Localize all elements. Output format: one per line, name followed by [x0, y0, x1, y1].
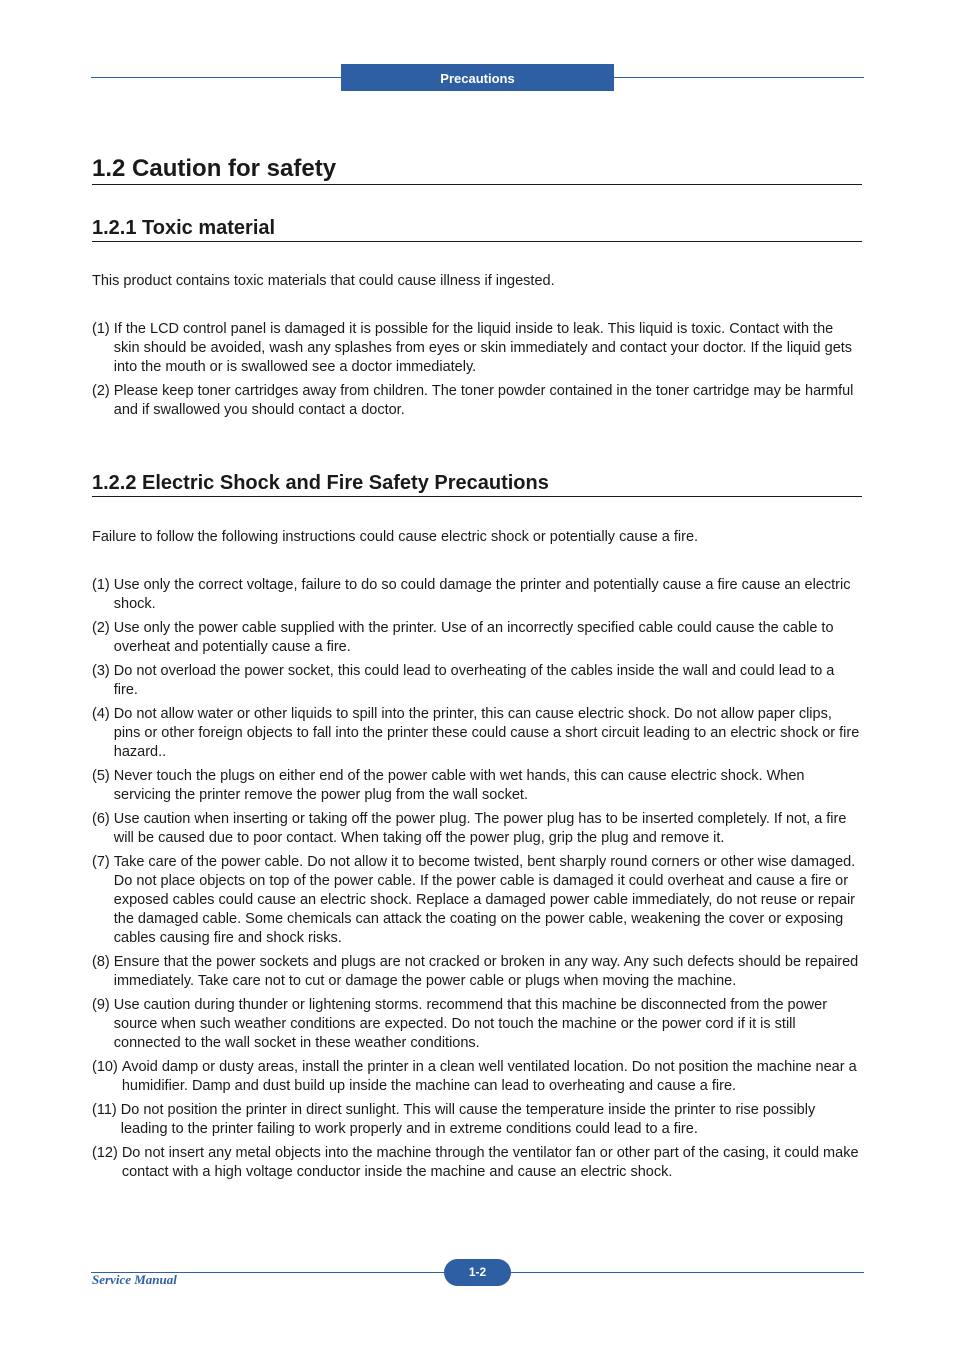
- list-item: [92, 996, 862, 1053]
- list-item-text: If the LCD control panel is damaged it is possible for the liquid inside to leak. This liquid is toxic. Contact with the skin should be avoided, wash any splashes from eyes or skin immediately and contact your doctor. If the liquid gets into the mouth or is swallowed see a doctor immediately.: [113, 321, 853, 375]
- list-item-number: (11): [92, 1102, 121, 1118]
- header-section-tab: Precautions: [341, 64, 614, 91]
- section-heading-electric: 1.2.2 Electric Shock and Fire Safety Precautions: [92, 470, 862, 497]
- list-item-text: Use only the correct voltage, failure to do so could damage the printer and potentially cause a fire cause an electric shock.: [113, 577, 851, 612]
- list-item-text: Please keep toner cartridges away from children. The toner powder contained in the toner cartridge may be harmful and if swallowed you should contact a doctor.: [113, 383, 854, 418]
- list-item-text: Do not insert any metal objects into the machine through the ventilator fan or other part of the casing, it could make contact with a high voltage conductor inside the machine and cause an electric shock.: [121, 1145, 859, 1180]
- list-item-text: Use only the power cable supplied with the printer. Use of an incorrectly specified cable could cause the cable to overheat and potentially cause a fire.: [113, 620, 834, 655]
- list-item-text: Do not position the printer in direct sunlight. This will cause the temperature inside the printer to rise possibly leading to the printer failing to work properly and in extreme conditions could lead to a fire.: [120, 1102, 816, 1137]
- list-item: [92, 705, 862, 762]
- list-item-number: (1): [92, 321, 114, 337]
- toxic-list: [92, 320, 862, 425]
- footer-manual-label: Service Manual: [92, 1272, 177, 1287]
- list-item-number: (7): [92, 854, 114, 870]
- list-item-text: Do not allow water or other liquids to spill into the printer, this can cause electric shock. Do not allow paper clips, pins or other foreign objects to fall into the printer these could cause a short circuit leading to an electric shock or fire hazard..: [113, 706, 860, 760]
- page-title: 1.2 Caution for safety: [92, 154, 862, 185]
- list-item-number: (6): [92, 811, 114, 827]
- header-rule-left: [91, 77, 341, 78]
- list-item: [92, 662, 862, 700]
- list-item: [92, 1101, 862, 1139]
- list-item-number: (10): [92, 1059, 122, 1075]
- list-item-number: (4): [92, 706, 114, 722]
- list-item-text: Do not overload the power socket, this could lead to overheating of the cables inside the wall and could lead to a fire.: [113, 663, 835, 698]
- list-item-text: Never touch the plugs on either end of the power cable with wet hands, this can cause electric shock. When servicing the printer remove the power plug from the wall socket.: [113, 768, 805, 803]
- section-heading-toxic: 1.2.1 Toxic material: [92, 215, 862, 242]
- header-rule-right: [614, 77, 864, 78]
- list-item: [92, 953, 862, 991]
- list-item: [92, 382, 862, 420]
- list-item: [92, 810, 862, 848]
- page-number: 1-2: [444, 1259, 511, 1286]
- list-item-number: (9): [92, 997, 114, 1013]
- list-item-text: Ensure that the power sockets and plugs are not cracked or broken in any way. Any such defects should be repaired immediately. Take care not to cut or damage the power cable or plugs when moving the machine.: [113, 954, 859, 989]
- list-item-number: (2): [92, 383, 114, 399]
- list-item-number: (3): [92, 663, 114, 679]
- list-item: [92, 619, 862, 657]
- list-item-number: (2): [92, 620, 114, 636]
- list-item: [92, 1144, 862, 1182]
- list-item-text: Avoid damp or dusty areas, install the printer in a clean well ventilated location. Do not position the machine near a humidifier. Damp and dust build up inside the machine can lead to overheating and cause a fire.: [121, 1059, 857, 1094]
- list-item: [92, 767, 862, 805]
- list-item: [92, 576, 862, 614]
- electric-intro: Failure to follow the following instructions could cause electric shock or potentially cause a fire.: [92, 529, 699, 545]
- list-item: [92, 1058, 862, 1096]
- toxic-intro: This product contains toxic materials that could cause illness if ingested.: [92, 273, 555, 289]
- list-item-number: (12): [92, 1145, 122, 1161]
- footer-rule-right: [509, 1272, 864, 1273]
- list-item-number: (8): [92, 954, 114, 970]
- electric-list: [92, 576, 862, 1187]
- list-item-text: Take care of the power cable. Do not allow it to become twisted, bent sharply round corners or other wise damaged. Do not place objects on top of the power cable. If the power cable is damaged it could overheat and cause a fire or exposed cables could cause an electric shock. Replace a damaged power cable immediately, do not reuse or repair the damaged cable. Some chemicals can attack the coating on the power cable, weakening the cover or exposing cables causing fire and shock risks.: [113, 854, 856, 946]
- list-item-number: (1): [92, 577, 114, 593]
- list-item-number: (5): [92, 768, 114, 784]
- list-item: [92, 320, 862, 377]
- list-item: [92, 853, 862, 948]
- list-item-text: Use caution during thunder or lightening storms. recommend that this machine be disconnected from the power source when such weather conditions are expected. Do not touch the machine or the power cord if it is still connected to the wall socket in these weather conditions.: [113, 997, 828, 1051]
- list-item-text: Use caution when inserting or taking off the power plug. The power plug has to be inserted completely. If not, a fire will be caused due to poor contact. When taking off the power plug, grip the plug and remove it.: [113, 811, 847, 846]
